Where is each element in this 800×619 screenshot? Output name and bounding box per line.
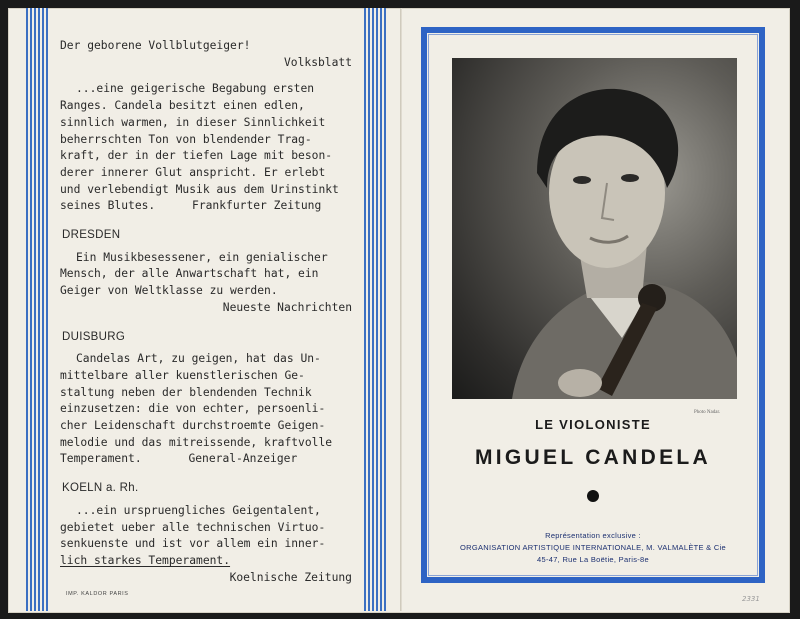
quote-2-source: Frankfurter Zeitung <box>192 199 322 213</box>
quote-2-line: Ranges. Candela besitzt einen edlen, <box>60 99 305 113</box>
quote-5-line: gebietet ueber alle technischen Virtuo- <box>60 520 326 534</box>
quote-4-line: Candelas Art, zu geigen, hat das Un- <box>76 352 321 366</box>
quote-4-line: staltung neben der blendenden Technik <box>60 385 312 399</box>
artist-name: MIGUEL CANDELA <box>475 446 711 469</box>
quote-3-line: Geiger von Weltklasse zu werden. <box>60 284 278 298</box>
quote-4-last: Temperament. <box>60 452 142 466</box>
city-heading-koeln: KOELN a. Rh. <box>62 482 139 495</box>
center-fold <box>400 8 402 611</box>
quote-5-source: Koelnische Zeitung <box>229 570 352 584</box>
quote-1: Der geborene Vollblutgeiger! <box>60 39 251 52</box>
quote-2-line: ...eine geigerische Begabung ersten <box>76 82 315 96</box>
subtitle: LE VIOLONISTE <box>535 417 651 432</box>
city-heading-duisburg: DUISBURG <box>62 330 126 343</box>
quote-4-source: General-Anzeiger <box>188 452 298 466</box>
city-heading-dresden: DRESDEN <box>62 229 121 242</box>
quote-4-line: melodie und das mitreissende, kraftvolle <box>60 435 333 449</box>
quote-2-last: seines Blutes. <box>60 199 156 213</box>
right-border-stripe <box>364 8 386 611</box>
quote-4-line: cher Leidenschaft durchstroemte Geigen- <box>60 419 326 433</box>
quote-4-line: mittelbare aller kuenstlerischen Ge- <box>60 368 305 382</box>
left-border-stripe <box>26 8 48 611</box>
printer-imprint: IMP. KALDOR PARIS <box>66 591 129 597</box>
quote-4-last-line <box>60 451 352 468</box>
press-quotes-column <box>60 38 352 586</box>
quote-3-source: Neueste Nachrichten <box>222 300 352 314</box>
portrait-illustration <box>452 58 737 399</box>
quote-2-line: kraft, der in der tiefen Lage mit beson- <box>60 149 333 163</box>
quote-2-line: und verlebendigt Musik aus dem Urinstinkt <box>60 182 339 196</box>
photo-credit: Photo Nadar. <box>694 410 721 415</box>
bullet-dot <box>587 490 599 502</box>
quote-2-line: sinnlich warmen, in dieser Sinnlichkeit <box>60 115 326 129</box>
agency-name: ORGANISATION ARTISTIQUE INTERNATIONALE, M. VALMALÈTE & Cie <box>459 543 727 552</box>
quote-2-last-line <box>60 198 352 215</box>
representation-label: Représentation exclusive : <box>545 531 641 540</box>
quote-5-line: ...ein urspruengliches Geigentalent, <box>76 503 321 517</box>
pencil-annotation: 2331 <box>742 595 760 603</box>
quote-5-line: lich starkes Temperament. <box>60 553 231 567</box>
quote-2-line: beherrschten Ton von blendender Trag- <box>60 132 312 146</box>
quote-5-line: senkuenste und ist vor allem ein inner- <box>60 537 326 551</box>
quote-2-line: derer innerer Glut anspricht. Er erlebt <box>60 165 326 179</box>
quote-1-source: Volksblatt <box>283 55 352 69</box>
agency-address: 45-47, Rue La Boëtie, Paris-8e <box>537 555 649 564</box>
quote-3-line: Mensch, der alle Anwartschaft hat, ein <box>60 267 319 281</box>
portrait-photo <box>452 58 737 399</box>
quote-3-line: Ein Musikbesessener, ein genialischer <box>76 250 328 264</box>
quote-4-line: einzusetzen: die von echter, persoenli- <box>60 402 326 416</box>
